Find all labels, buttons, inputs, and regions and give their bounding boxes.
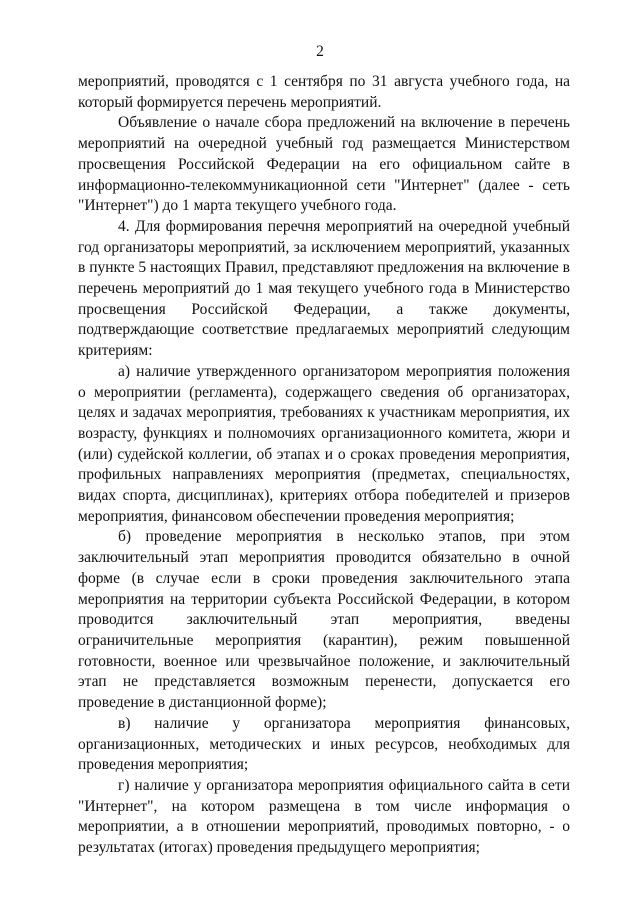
paragraph-continuation: мероприятий, проводятся с 1 сентября по 31 августа учебного года, на который формируется перечень мероприятий. [78, 73, 570, 111]
paragraph-announcement: Объявление о начале сбора предложений на включение в перечень мероприятий на очередной учебный год размещается Министерством просвещения Российской Федерации на его официальном сайте в информационно-телекоммуникационной сети "Интернет" (далее - сеть "Интернет") до 1 марта текущего учебного года. [78, 114, 570, 215]
paragraph-criterion-a: а) наличие утвержденного организатором мероприятия положения о мероприятии (регламента), содержащего сведения об организаторах, целях и задачах мероприятия, требованиях к участникам мероприятия, их возрасту, функциях и полномочиях организационного комитета, жюри и (или) судейской коллегии, об этапах и о сроках проведения мероприятия, профильных направлениях мероприятия (предметах, специальностях, видах спорта, дисциплинах), критериях отбора победителей и призеров мероприятия, финансовом обеспечении проведения мероприятия; [78, 362, 570, 525]
paragraph-criterion-v: в) наличие у организатора мероприятия финансовых, организационных, методических и иных ресурсов, необходимых для проведения мероприятия; [78, 714, 570, 774]
page-number: 2 [316, 43, 324, 60]
paragraph-criterion-g: г) наличие у организатора мероприятия официального сайта в сети "Интернет", на котором размещена в том числе информация о мероприятии, а в отношении мероприятий, проводимых повторно, - о результатах (итогах) проведения предыдущего мероприятия; [78, 776, 570, 857]
paragraph-item-4: 4. Для формирования перечня мероприятий на очередной учебный год организаторы мероприятий, за исключением мероприятий, указанных в пункте 5 настоящих Правил, представляют предложения на включение в перечень мероприятий до 1 мая текущего учебного года в Министерство просвещения Российской Федерации, а также документы, подтверждающие соответствие предлагаемых мероприятий следующим критериям: [78, 217, 570, 360]
paragraph-criterion-b: б) проведение мероприятия в несколько этапов, при этом заключительный этап мероприятия проводится обязательно в очной форме (в случае если в сроки проведения заключительного этапа мероприятия на территории субъекта Российской Федерации, в котором проводится заключительный этап мероприятия, введены ограничительные мероприятия (карантин), режим повышенной готовности, военное или чрезвычайное положение, и заключительный этап не представляется возможным перенести, допускается его проведение в дистанционной форме); [78, 528, 570, 712]
document-body [78, 72, 570, 859]
